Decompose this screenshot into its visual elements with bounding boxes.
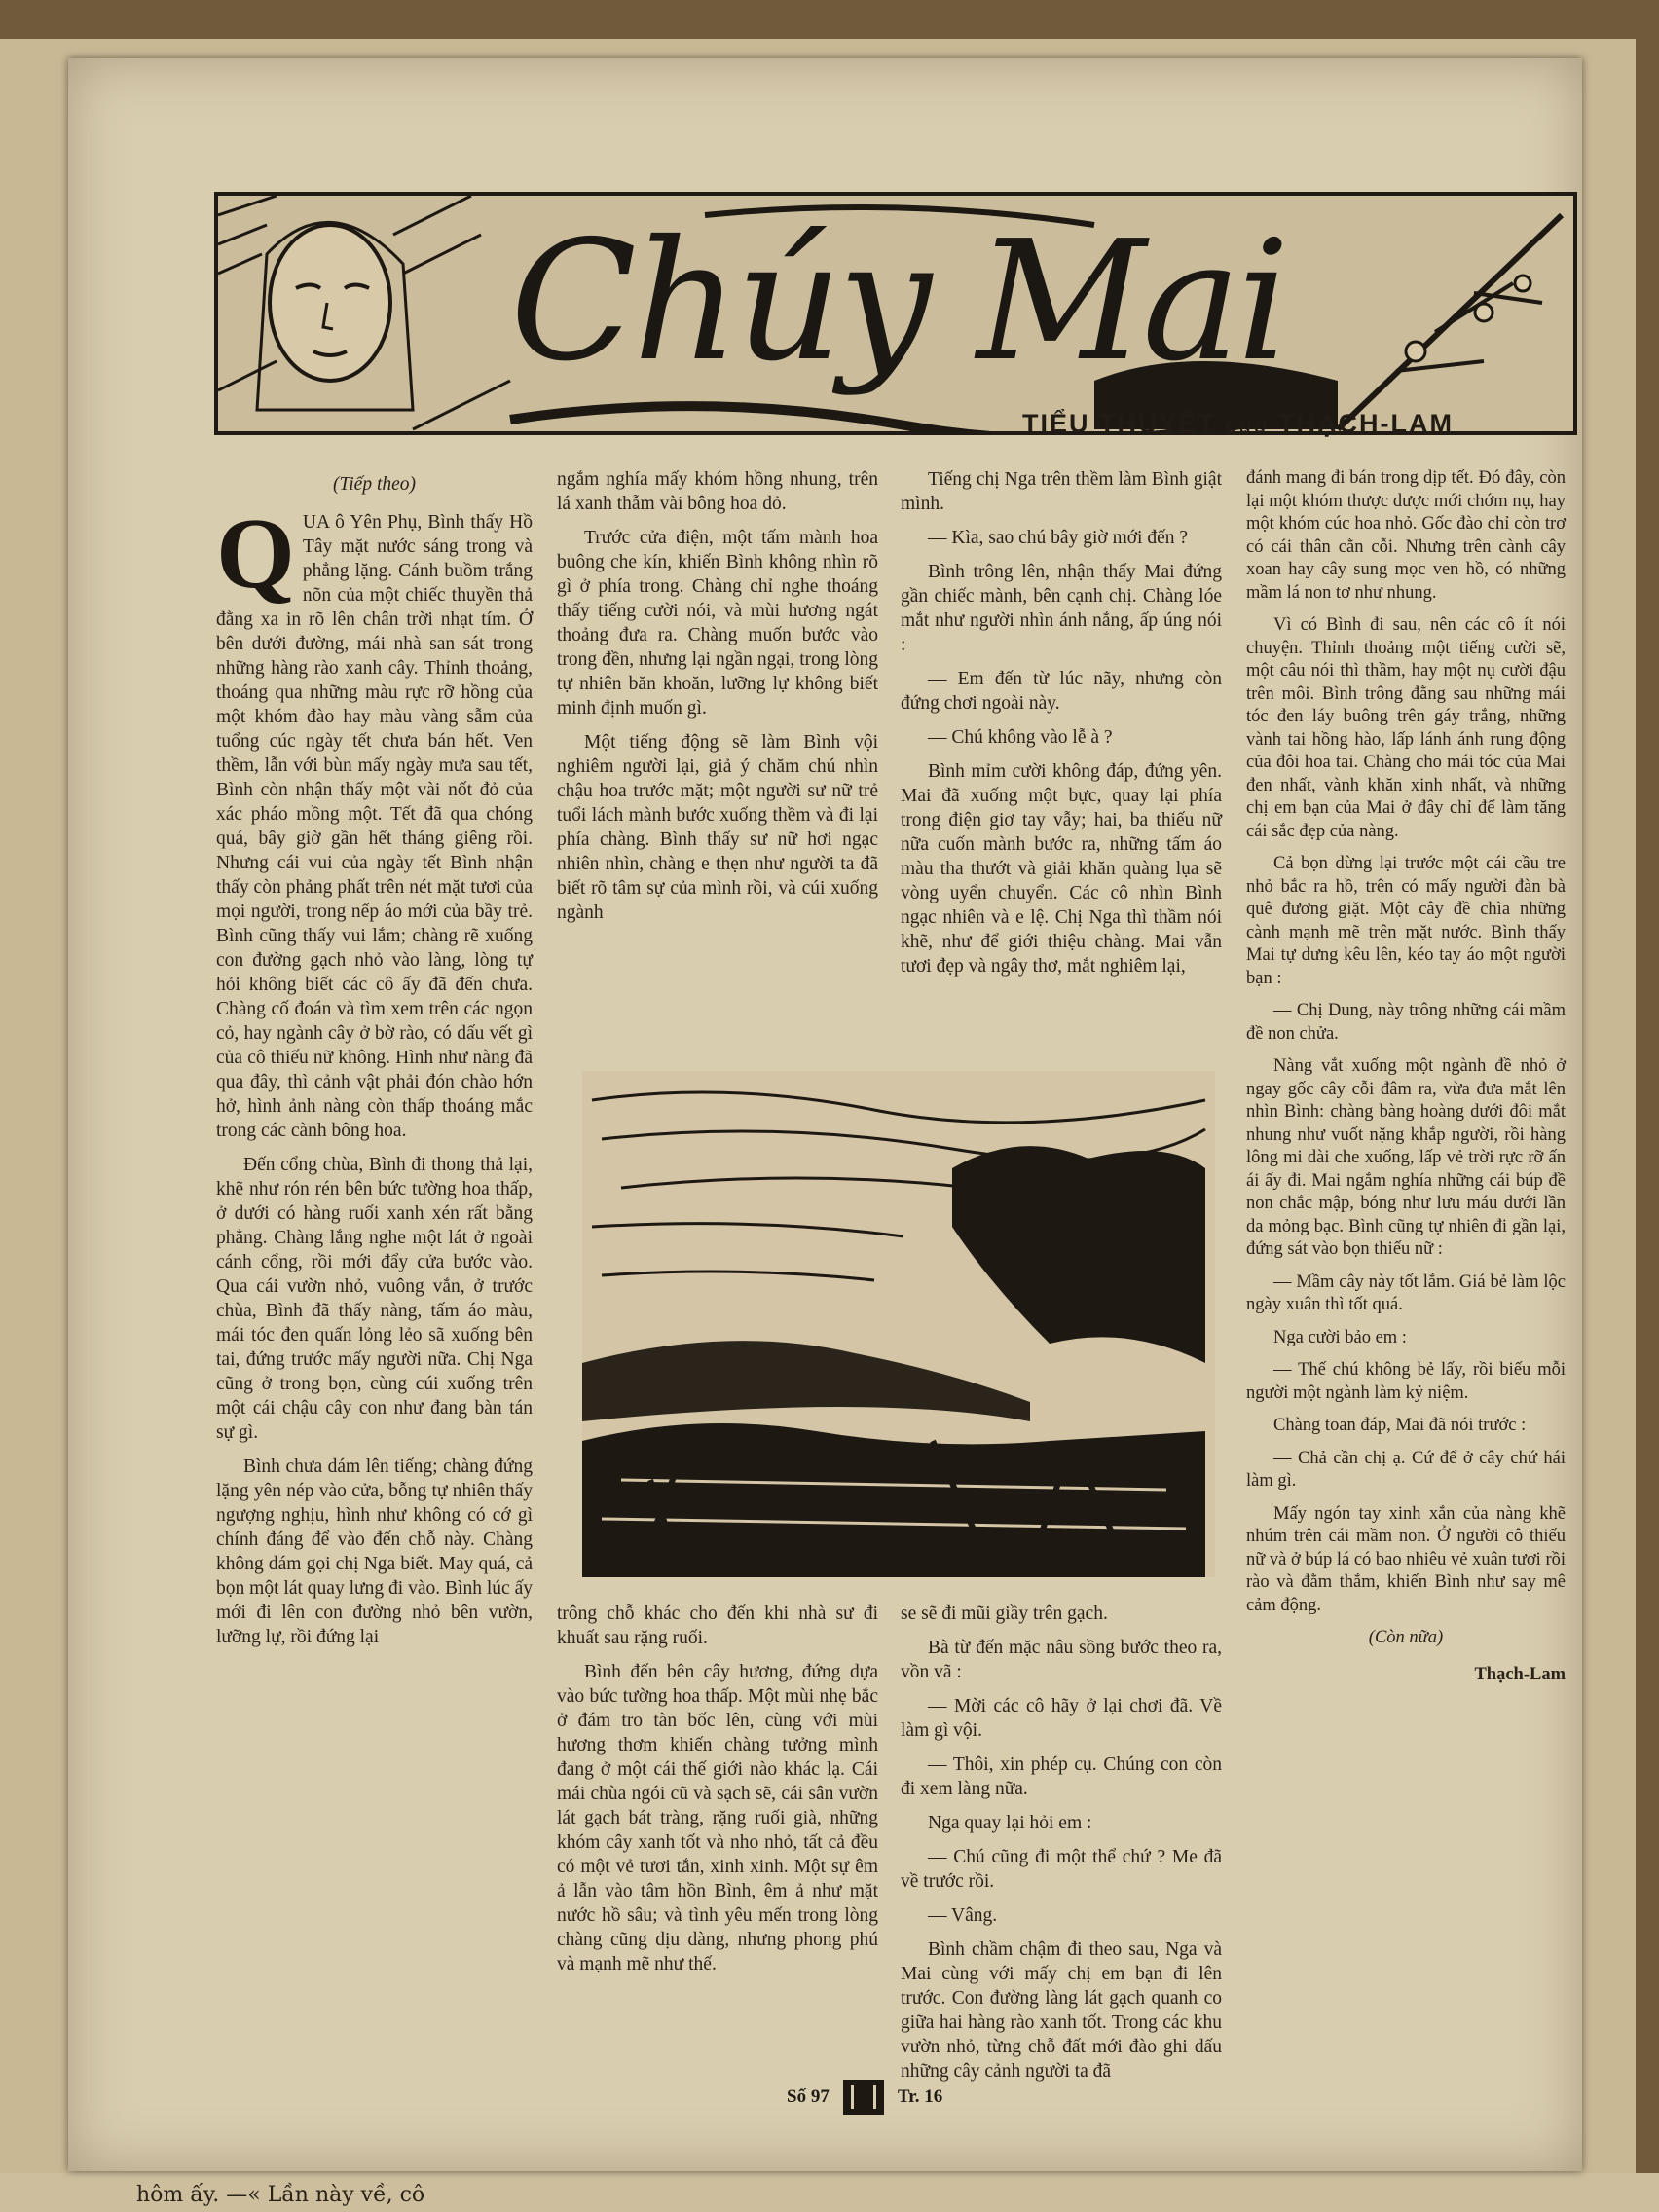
bottom-strip-text: hôm ấy. —« Lần này về, cô xyxy=(136,2183,425,2207)
drop-cap: Q xyxy=(216,498,295,609)
banner-title: Chúy Mai xyxy=(510,205,1286,398)
paragraph: Bà từ đến mặc nâu sồng bước theo ra, vồn vã : xyxy=(901,1638,1222,1682)
paragraph: Cả bọn dừng lại trước một cái cầu tre nhỏ bắc ra hồ, trên có mấy người đàn bà quê đương giặt. Một cây đề chìa những cành mạnh mẽ trên mặt nước. Bình thấy Mai tự dưng kêu lên, kéo tay áo một người bạn : xyxy=(1246,854,1566,988)
magazine-logo-icon xyxy=(843,2080,884,2115)
paragraph: Bình chưa dám lên tiếng; chàng đứng lặng yên nép vào cửa, bỗng tự nhiên thấy ngượng nghịu, hình như không có cớ gì chính đáng để vào đến chỗ này. Chàng không dám gọi chị Nga biết. May quá, cả bọn một lát quay lưng đi vào. Bình lúc ấy mới đi lên con đường nhỏ bên vườn, lưỡng lự, rồi đứng lại xyxy=(216,1456,533,1647)
paragraph: — Chả cần chị ạ. Cứ để ở cây chứ hái làm gì. xyxy=(1246,1448,1566,1491)
paragraph: — Chú cũng đi một thể chứ ? Me đã về trước rồi. xyxy=(901,1847,1222,1892)
column-4 xyxy=(1246,467,1566,1686)
paragraph: — Thôi, xin phép cụ. Chúng con còn đi xem làng nữa. xyxy=(901,1754,1222,1799)
to-be-continued-note: (Còn nữa) xyxy=(1368,1628,1444,1647)
paragraph: Nga cười bảo em : xyxy=(1273,1327,1407,1347)
banner-subtitle xyxy=(1022,409,1454,439)
paragraph: Bình mỉm cười không đáp, đứng yên. Mai đã xuống một bực, quay lại phía trong điện giơ tay vẫy; hai, ba thiếu nữ nữa cuốn mành bước ra, những tấm áo màu tha thướt và giải khăn quàng lụa sẽ vòng uyển chuyển. Các cô nhìn Bình ngạc nhiên và e lệ. Chị Nga thì thầm nói khẽ, như để giới thiệu chàng. Mai vẫn tươi đẹp và ngây thơ, mắt nghiêm lại, xyxy=(901,761,1222,977)
column-2-bottom xyxy=(557,1602,878,1986)
landscape-woodcut-illustration xyxy=(582,1071,1215,1577)
author-signature: Thạch-Lam xyxy=(1474,1664,1566,1684)
paragraph: — Vâng. xyxy=(928,1905,998,1926)
title-banner xyxy=(214,192,1577,435)
paragraph: đánh mang đi bán trong dịp tết. Đó đây, còn lại một khóm thược dược mới chớm nụ, hay một khóm cúc hoa nhỏ. Gốc đào chỉ còn trơ có cái thân cằn cỗi. Nhưng trên cành cây xoan hay cây sung mọc ven hồ, có những mầm lá non tơ như nhung. xyxy=(1246,468,1566,603)
paragraph: ngắm nghía mấy khóm hồng nhung, trên lá xanh thẫm vài bông hoa đỏ. xyxy=(557,469,878,514)
paragraph: trông chỗ khác cho đến khi nhà sư đi khuất sau rặng ruối. xyxy=(557,1604,878,1648)
paragraph: — Kìa, sao chú bây giờ mới đến ? xyxy=(928,528,1189,548)
paragraph: — Chú không vào lễ à ? xyxy=(928,727,1113,748)
paragraph: Tiếng chị Nga trên thềm làm Bình giật mình. xyxy=(901,469,1222,514)
paragraph: se sẽ đi mũi giầy trên gạch. xyxy=(901,1604,1108,1624)
paragraph: — Thế chú không bẻ lấy, rồi biếu mỗi người một ngành làm kỷ niệm. xyxy=(1246,1360,1566,1403)
page-number: Tr. 16 xyxy=(897,2086,943,2107)
page-footer xyxy=(787,2080,942,2115)
paragraph: Chàng toan đáp, Mai đã nói trước : xyxy=(1273,1416,1527,1435)
paragraph: Đến cổng chùa, Bình đi thong thả lại, khẽ như rón rén bên bức tường hoa thấp, ở dưới có hàng ruối xanh xén rất bằng phẳng. Chàng lắng nghe một lát ở ngoài cánh cổng, rồi mới đẩy cửa bước vào. Qua cái vườn nhỏ, vuông vắn, ở trước chùa, Bình đã thấy nàng, tấm áo màu, mái tóc đen quấn lỏng lẻo sã xuống bên tai, đứng trước mấy người nữa. Chị Nga cũng ở trong bọn, cùng cúi xuống trên một cái chậu cây con như đang bàn tán sự gì. xyxy=(216,1155,533,1443)
paragraph: Vì có Bình đi sau, nên các cô ít nói chuyện. Thỉnh thoảng một tiếng cười sẽ, một câu nói thì thầm, hay một nụ cười đậu trên môi. Bình trông đằng sau những mái tóc đen láy buông trên gáy trắng, những vành tai hồng hào, lấp lánh ánh rung động của đôi hoa tai. Chàng cho mái tóc của Mai đen nhất, vành khăn xinh nhất, và những chị em bạn của Mai ở đây chỉ để làm tăng cái sắc đẹp của nàng. xyxy=(1246,615,1566,841)
paragraph: QUA ô Yên Phụ, Bình thấy Hồ Tây mặt nước sáng trong và phẳng lặng. Cánh buồm trắng nõn của một chiếc thuyền thả đằng xa in rõ lên chân trời nhạt tím. Ở bên dưới đường, mái nhà san sát trong những hàng rào xanh cây. Thỉnh thoảng, thoáng qua những màu rực rỡ hồng của một khóm đào hay màu vàng sẫm của tuổng cúc ngày tết chưa bán hết. Ven thềm, lẫn với bùn mấy ngày mưa sau tết, Bình còn nhận thấy một vài nốt đỏ của xác pháo mồng một. Tết đã qua chóng quá, bây giờ gần hết tháng giêng rồi. Nhưng cái vui của ngày tết Bình nhận thấy còn phảng phất trên nét mặt tươi của mọi người, trong nếp áo mới của bầy trẻ. Bình cũng thấy vui lắm; chàng rẽ xuống con đường gạch nhỏ vào làng, lòng tự hỏi không biết các cô ấy đã đến chưa. Chàng cố đoán và tìm xem trên các ngọn cỏ, hay ngành cây ở bờ rào, có dấu vết gì của cô thiếu nữ không. Hình như nàng đã qua đây, thì cảnh vật phải đón chào hớn hở, hình ảnh nàng còn thấp thoáng mắc trong các cành bông hoa. xyxy=(216,498,533,1141)
paragraph: — Mời các cô hãy ở lại chơi đã. Về làm gì vội. xyxy=(901,1696,1222,1741)
paragraph: — Em đến từ lúc nãy, nhưng còn đứng chơi ngoài này. xyxy=(901,669,1222,714)
paragraph: Mấy ngón tay xinh xắn của nàng khẽ nhúm trên cái mầm non. Ở người cô thiếu nữ và ở búp lá có bao nhiêu vẻ xuân tươi rồi rào và đằm thắm, khiến Bình như say mê cảm động. xyxy=(1246,1503,1566,1615)
paragraph: Bình trông lên, nhận thấy Mai đứng gần chiếc mành, bên cạnh chị. Chàng lóe mắt như người nhìn ánh nắng, ấp úng nói : xyxy=(901,562,1222,655)
paragraph: Bình chầm chậm đi theo sau, Nga và Mai cùng với mấy chị em bạn đi lên trước. Con đường làng lát gạch quanh co giữa hai hàng rào xanh tốt. Trong các khu vườn nhỏ, từng chỗ đất mới đào ghi dấu những cây cảnh người ta đã xyxy=(901,1939,1222,2082)
issue-number: Số 97 xyxy=(787,2086,830,2107)
subtitle-genre: TIỂU THUYẾT xyxy=(1022,409,1217,438)
column-2-top xyxy=(557,467,878,935)
column-3-bottom xyxy=(901,1602,1222,2093)
paragraph: Bình đến bên cây hương, đứng dựa vào bức tường hoa thấp. Một mùi nhẹ bắc ở đám tro tàn bốc lên, cùng với mùi hương thơm khiến chàng tưởng mình đang ở một cái thế giới nào khác lạ. Cái mái chùa ngói cũ và sạch sẽ, cái sân vườn lát gạch bát tràng, rặng ruối già, những khóm cây xanh tốt và nho nhỏ, tất cả đều có một vẻ tươi tắn, xinh xinh. Một sự êm ả lẫn vào tâm hồn Bình, êm ả như mặt nước hồ sâu; và tình yêu mến trong lòng chàng cũng dịu dàng, nhưng phong phú và mạnh mẽ như thế. xyxy=(557,1662,878,1974)
paragraph: — Mầm cây này tốt lắm. Giá bẻ làm lộc ngày xuân thì tốt quá. xyxy=(1246,1272,1566,1314)
paragraph: Nàng vắt xuống một ngành đề nhỏ ở ngay gốc cây cỗi đâm ra, vừa đưa mắt lên nhìn Bình: chàng bàng hoàng dưới đôi mắt nhung như vuốt nặng khắp người, rồi hàng lông mi dài che xuống, lấp vẻ trời rực rỡ ấn ái ấy đi. Mai ngắm nghía những cái búp đề non chắc mập, bóng như lưu máu dưới lần da mỏng bạc. Bình cũng tự nhiên đi gần lại, đứng sát vào bọn thiếu nữ : xyxy=(1246,1056,1566,1259)
column-3-top xyxy=(901,467,1222,988)
column-1 xyxy=(216,472,533,1659)
paragraph: Trước cửa điện, một tấm mành hoa buông che kín, khiến Bình không nhìn rõ gì ở phía trong. Chàng chỉ nghe thoáng thấy tiếng cười nói, và mùi hương ngát thoảng đưa ra. Chàng muốn bước vào trong đền, nhưng lại ngần ngại, trong lòng tự nhiên băn khoăn, lưỡng lự không biết minh định muốn gì. xyxy=(557,528,878,719)
paragraph: — Chị Dung, này trông những cái mầm đề non chửa. xyxy=(1246,1001,1566,1044)
paragraph: Nga quay lại hỏi em : xyxy=(928,1813,1092,1833)
paragraph: Một tiếng động sẽ làm Bình vội nghiêm người lại, giả ý chăm chú nhìn chậu hoa trước mặt; một người sư nữ trẻ tuổi lách mành bước xuống thềm và đi lại phía chàng. Bình thấy sư nữ hơi ngạc nhiên nhìn, chàng e thẹn như người ta đã biết rõ tâm sự của mình rồi, và cúi xuống ngành xyxy=(557,732,878,923)
subtitle-of: của xyxy=(1225,409,1270,438)
continued-note: (Tiếp theo) xyxy=(332,474,417,495)
subtitle-author: THẠCH-LAM xyxy=(1278,409,1454,438)
